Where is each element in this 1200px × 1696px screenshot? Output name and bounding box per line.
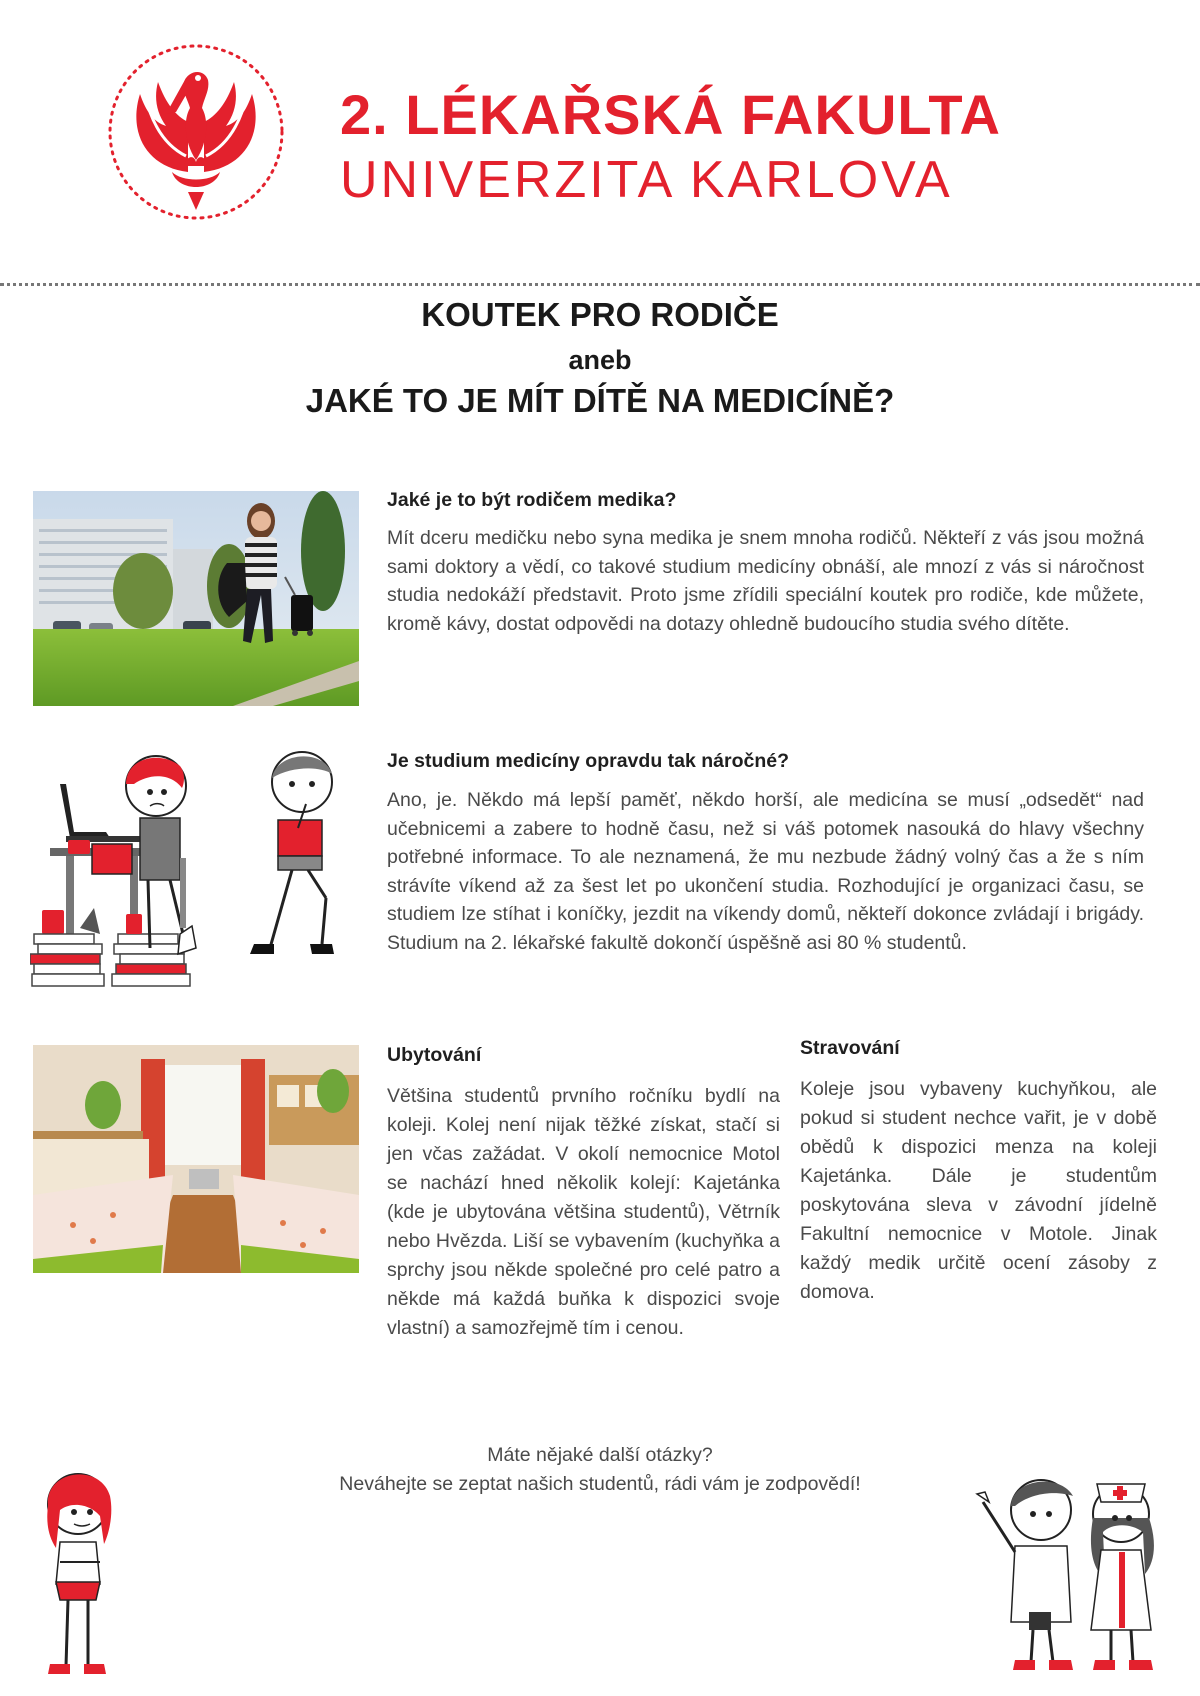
section-study-heading: Je studium medicíny opravdu tak náročné? bbox=[387, 750, 790, 772]
page-title-connector: aneb bbox=[568, 345, 632, 375]
dotted-divider bbox=[0, 283, 1200, 286]
section-food-heading: Stravování bbox=[800, 1037, 900, 1059]
student-walking-photo bbox=[33, 491, 359, 706]
university-name: UNIVERZITA KARLOVA bbox=[340, 151, 953, 209]
doctor-and-nurse-illustration bbox=[975, 1462, 1175, 1682]
section-parent-heading: Jaké je to být rodičem medika? bbox=[387, 489, 677, 511]
faculty-logo-emblem bbox=[106, 42, 286, 222]
section-housing-text: Většina studentů prvního ročníku bydlí na koleji. Kolej není nijak těžké získat, stačí si jen včas zažádat. V okolí nemocnice Motol se nachází hned několik kolejí: Kajetánka (kde je ubytována většina studentů), Větrník nebo Hvězda. Liší se vybavením (kuchyňka a sprchy jsou někde společné pro celé patro a někde má každá buňka k dispozici svoje vlastní) a samozřejmě tím i cenou. bbox=[387, 1085, 780, 1339]
section-study-text: Ano, je. Někdo má lepší paměť, někdo horší, ale medicína se musí „odsedět“ nad učebnicemi a zabere to hodně času, než si váš potomek nasouká do hlavy všechny potřebné informace. To ale neznamená, že mu nezbude žádný volný čas a že s ním strávíte víkend až za šest let po ukončení studia. Rozhodující je organizaci času, se studiem lze stíhat i koníčky, jezdit na víkendy domů, někteří dokonce zvládají i brigády. Studium na 2. lékařské fakultě dokončí úspěšně asi 80 % studentů. bbox=[387, 789, 1144, 954]
faculty-name: 2. LÉKAŘSKÁ FAKULTA bbox=[340, 83, 1001, 146]
footer-invite: Neváhejte se zeptat našich studentů, rádi vám je zodpovědí! bbox=[339, 1473, 861, 1495]
page-subtitle: JAKÉ TO JE MÍT DÍTĚ NA MEDICÍNĚ? bbox=[305, 382, 895, 419]
page-title: KOUTEK PRO RODIČE bbox=[421, 296, 779, 333]
section-parent-text: Mít dceru medičku nebo syna medika je snem mnoha rodičů. Někteří z vás jsou možná sami doktory a vědí, co takové studium medicíny obnáší, ale mnozí z vás si náročnost studia nedokáží představit. Proto jsme zřídili speciální koutek pro rodiče, kde můžete, kromě kávy, dostat odpovědi na dotazy ohledně budoucího studia svého dítěte. bbox=[387, 527, 1144, 635]
girl-student-illustration bbox=[34, 1466, 124, 1681]
studying-students-illustration bbox=[30, 748, 360, 993]
footer-question: Máte nějaké další otázky? bbox=[487, 1444, 713, 1466]
section-housing-heading: Ubytování bbox=[387, 1044, 482, 1066]
dorm-room-photo bbox=[33, 1045, 359, 1273]
section-food-text: Koleje jsou vybaveny kuchyňkou, ale pokud si student nechce vařit, je v době obědů k dispozici menza na koleji Kajetánka. Dále je studentům poskytována sleva v závodní jídelně Fakultní nemocnice v Motole. Jinak každý medik určitě ocení zásoby z domova. bbox=[800, 1078, 1157, 1303]
